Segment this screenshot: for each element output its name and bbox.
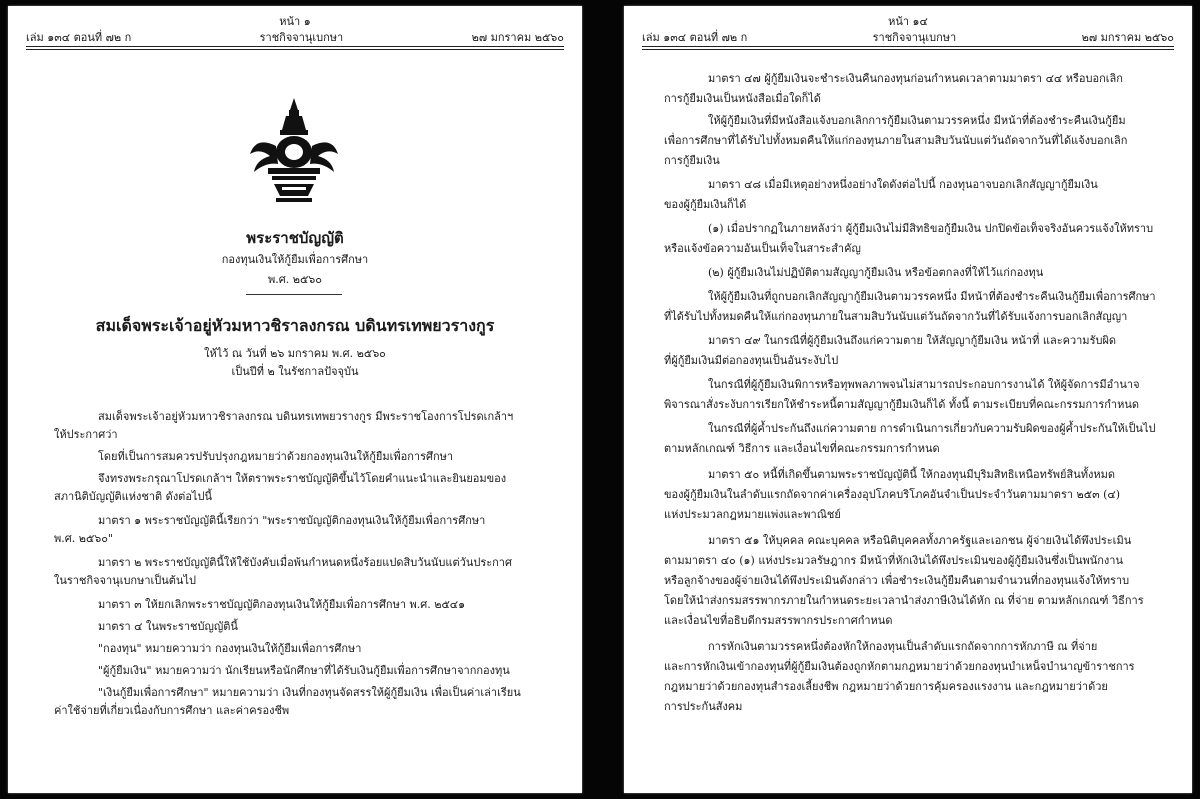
- header-rule-thin: [26, 49, 564, 50]
- body-paragraph: ในกรณีที่ผู้ค้ำประกันถึงแก่ความตาย การดำเนินการเกี่ยวกับความรับผิดของผู้ค้ำประกันให้เป็นไป: [708, 422, 1156, 435]
- section-paragraph: มาตรา ๔๙ ในกรณีที่ผู้กู้ยืมเงินถึงแก่ความตาย ให้สัญญากู้ยืมเงิน หน้าที่ และความรับผิด: [708, 334, 1117, 347]
- body-paragraph: พ.ศ. ๒๕๖๐": [54, 532, 114, 545]
- royal-garuda-emblem-icon: [246, 96, 342, 206]
- page-header: [26, 28, 564, 46]
- gazette-page-right: [624, 6, 1192, 793]
- body-paragraph: โดยที่เป็นการสมควรปรับปรุงกฎหมายว่าด้วยกองทุนเงินให้กู้ยืมเพื่อการศึกษา: [98, 450, 454, 463]
- body-paragraph: และการหักเงินเข้ากองทุนที่ผู้กู้ยืมเงินต้องถูกหักตามกฎหมายว่าด้วยกองทุนบำเหน็จบำนาญข้าราชการ: [664, 660, 1135, 673]
- volume-label: เล่ม ๑๓๔ ตอนที่ ๗๒ ก: [642, 31, 748, 44]
- title-rule: [246, 294, 342, 295]
- body-paragraph: พิจารณาสั่งระงับการเรียกให้ชำระหนี้ตามสัญญากู้ยืมเงินก็ได้ ทั้งนี้ ตามระเบียบที่คณะกรรมการกำหนด: [664, 398, 1139, 411]
- page-header: [642, 28, 1174, 46]
- section-paragraph: มาตรา ๒ พระราชบัญญัตินี้ให้ใช้บังคับเมื่อพ้นกำหนดหนึ่งร้อยแปดสิบวันนับแต่วันประกาศ: [98, 556, 512, 569]
- definition-paragraph: "ผู้กู้ยืมเงิน" หมายความว่า นักเรียนหรือนักศึกษาที่ได้รับเงินกู้ยืมเพื่อการศึกษาจากกองทุน: [98, 664, 510, 677]
- page-number: หน้า ๑๔: [888, 15, 928, 28]
- header-rule-thin: [642, 49, 1174, 50]
- body-paragraph: ให้ผู้กู้ยืมเงินที่ถูกบอกเลิกสัญญากู้ยืมเงินตามวรรคหนึ่ง มีหน้าที่ต้องชำระคืนเงินกู้ยืมเพื่อการศึกษา: [708, 290, 1156, 303]
- gazette-page-left: [8, 6, 582, 793]
- body-paragraph: สภานิติบัญญัติแห่งชาติ ดังต่อไปนี้: [54, 490, 212, 503]
- section-paragraph: มาตรา ๓ ให้ยกเลิกพระราชบัญญัติกองทุนเงินให้กู้ยืมเพื่อการศึกษา พ.ศ. ๒๕๔๑: [98, 598, 466, 611]
- clause-paragraph: (๒) ผู้กู้ยืมเงินไม่ปฏิบัติตามสัญญากู้ยืมเงิน หรือข้อตกลงที่ให้ไว้แก่กองทุน: [708, 266, 1044, 279]
- body-paragraph: ในกรณีที่ผู้กู้ยืมเงินพิการหรือทุพพลภาพจนไม่สามารถประกอบการงานได้ ให้ผู้จัดการมีอำนาจ: [708, 378, 1140, 391]
- header-rule: [26, 46, 564, 47]
- body-paragraph: การหักเงินตามวรรคหนึ่งต้องหักให้กองทุนเป็นลำดับแรกถัดจากการหักภาษี ณ ที่จ่าย: [708, 640, 1098, 653]
- publish-date: ๒๗ มกราคม ๒๕๖๐: [471, 31, 564, 44]
- act-subtitle: กองทุนเงินให้กู้ยืมเพื่อการศึกษา: [221, 253, 369, 266]
- body-paragraph: ค่าใช้จ่ายที่เกี่ยวเนื่องกับการศึกษา และค่าครองชีพ: [54, 704, 290, 717]
- page-number: หน้า ๑: [279, 15, 311, 28]
- body-paragraph: และเงื่อนไขที่อธิบดีกรมสรรพากรประกาศกำหนด: [664, 614, 893, 627]
- header-rule: [642, 46, 1174, 47]
- body-paragraph: หรือลูกจ้างของผู้จ่ายเงินได้พึงประเมินดังกล่าว เพื่อชำระเงินกู้ยืมคืนตามจำนวนที่กองทุนแจ้งให้ทราบ: [664, 574, 1130, 587]
- act-title: พระราชบัญญัติ: [246, 229, 344, 247]
- body-paragraph: ตามมาตรา ๔๐ (๑) แห่งประมวลรัษฎากร มีหน้าที่หักเงินได้พึงประเมินของผู้กู้ยืมเงินซึ่งเป็นพนักงาน: [664, 554, 1123, 567]
- gazette-name: ราชกิจจานุเบกษา: [259, 31, 344, 44]
- body-paragraph: ให้ประกาศว่า: [54, 428, 118, 441]
- body-paragraph: สมเด็จพระเจ้าอยู่หัวมหาวชิราลงกรณ บดินทรเทพยวรางกูร มีพระราชโองการโปรดเกล้าฯ: [98, 410, 514, 423]
- body-paragraph: การกู้ยืมเงินเป็นหนังสือเมื่อใดก็ได้: [664, 92, 821, 105]
- body-paragraph: เพื่อการศึกษาที่ได้รับไปทั้งหมดคืนให้แก่กองทุนภายในสามสิบวันนับแต่วันถัดจากวันที่ได้แจ้งบอกเลิก: [664, 134, 1128, 147]
- body-paragraph: ของผู้กู้ยืมเงินก็ได้: [664, 198, 747, 211]
- body-paragraph: ให้ผู้กู้ยืมเงินที่มีหนังสือแจ้งบอกเลิกการกู้ยืมเงินตามวรรคหนึ่ง มีหน้าที่ต้องชำระคืนเงินกู้ยืม: [708, 114, 1126, 127]
- body-paragraph: ของผู้กู้ยืมเงินในลำดับแรกถัดจากค่าเครื่องอุปโภคบริโภคอันจำเป็นประจำวันตามมาตรา ๒๕๓ (๔): [664, 488, 1121, 501]
- volume-label: เล่ม ๑๓๔ ตอนที่ ๗๒ ก: [26, 31, 132, 44]
- section-paragraph: มาตรา ๑ พระราชบัญญัตินี้เรียกว่า "พระราชบัญญัติกองทุนเงินให้กู้ยืมเพื่อการศึกษา: [98, 514, 486, 527]
- section-paragraph: มาตรา ๔๗ ผู้กู้ยืมเงินจะชำระเงินคืนกองทุนก่อนกำหนดเวลาตามมาตรา ๔๔ หรือบอกเลิก: [708, 72, 1123, 85]
- publish-date: ๒๗ มกราคม ๒๕๖๐: [1081, 31, 1174, 44]
- gazette-name: ราชกิจจานุเบกษา: [872, 31, 957, 44]
- clause-paragraph: (๑) เมื่อปรากฏในภายหลังว่า ผู้กู้ยืมเงินไม่มีสิทธิขอกู้ยืมเงิน ปกปิดข้อเท็จจริงอันควรแจ้งให้ทราบ: [708, 222, 1154, 235]
- section-paragraph: มาตรา ๕๐ หนี้ที่เกิดขึ้นตามพระราชบัญญัตินี้ ให้กองทุนมีบุริมสิทธิเหนือทรัพย์สินทั้งหมด: [708, 468, 1115, 481]
- reign-year: เป็นปีที่ ๒ ในรัชกาลปัจจุบัน: [231, 365, 359, 378]
- section-paragraph: มาตรา ๔ ในพระราชบัญญัตินี้: [98, 620, 238, 633]
- body-paragraph: การกู้ยืมเงิน: [664, 154, 720, 167]
- given-date: ให้ไว้ ณ วันที่ ๒๖ มกราคม พ.ศ. ๒๕๖๐: [204, 347, 386, 360]
- body-paragraph: หรือแจ้งข้อความอันเป็นเท็จในสาระสำคัญ: [664, 242, 861, 255]
- body-paragraph: กฎหมายว่าด้วยกองทุนสำรองเลี้ยงชีพ กฎหมายว่าด้วยการคุ้มครองแรงงาน และกฎหมายว่าด้วย: [664, 680, 1108, 693]
- body-paragraph: การประกันสังคม: [664, 700, 743, 713]
- definition-paragraph: "กองทุน" หมายความว่า กองทุนเงินให้กู้ยืมเพื่อการศึกษา: [98, 642, 362, 655]
- body-paragraph: ตามหลักเกณฑ์ วิธีการ และเงื่อนไขที่คณะกรรมการกำหนด: [664, 442, 940, 455]
- body-paragraph: ในราชกิจจานุเบกษาเป็นต้นไป: [54, 574, 196, 587]
- definition-paragraph: "เงินกู้ยืมเพื่อการศึกษา" หมายความว่า เงินที่กองทุนจัดสรรให้ผู้กู้ยืมเงิน เพื่อเป็นค่าเล่าเรียน: [98, 686, 521, 699]
- body-paragraph: จึงทรงพระกรุณาโปรดเกล้าฯ ให้ตราพระราชบัญญัติขึ้นไว้โดยคำแนะนำและยินยอมของ: [98, 472, 507, 485]
- section-paragraph: มาตรา ๔๘ เมื่อมีเหตุอย่างหนึ่งอย่างใดดังต่อไปนี้ กองทุนอาจบอกเลิกสัญญากู้ยืมเงิน: [708, 178, 1098, 191]
- body-paragraph: แห่งประมวลกฎหมายแพ่งและพาณิชย์: [664, 508, 841, 521]
- body-paragraph: ที่ผู้กู้ยืมเงินมีต่อกองทุนเป็นอันระงับไป: [664, 354, 839, 367]
- body-paragraph: ที่ได้รับไปทั้งหมดคืนให้แก่กองทุนภายในสามสิบวันนับแต่วันถัดจากวันที่ได้รับแจ้งการบอกเลิกสัญญา: [664, 310, 1128, 323]
- king-name: สมเด็จพระเจ้าอยู่หัวมหาวชิราลงกรณ บดินทรเทพยวรางกูร: [95, 316, 495, 335]
- body-paragraph: โดยให้นำส่งกรมสรรพากรภายในกำหนดระยะเวลานำส่งภาษีเงินได้หัก ณ ที่จ่าย ตามหลักเกณฑ์ วิธีการ: [664, 594, 1144, 607]
- act-year: พ.ศ. ๒๕๖๐: [268, 273, 322, 286]
- section-paragraph: มาตรา ๕๑ ให้บุคคล คณะบุคคล หรือนิติบุคคลทั้งภาครัฐและเอกชน ผู้จ่ายเงินได้พึงประเมิน: [708, 534, 1132, 547]
